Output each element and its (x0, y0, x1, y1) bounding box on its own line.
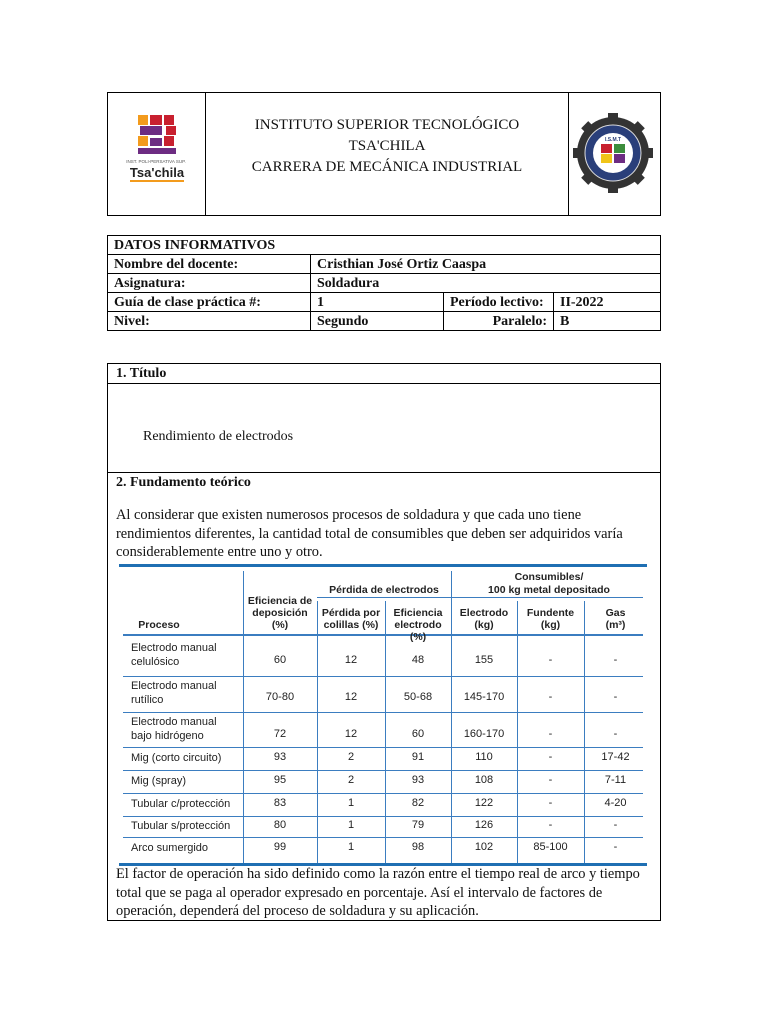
cell-eficiencia: 99 (273, 841, 287, 853)
cell-fundente: - (548, 691, 553, 703)
row-proceso: Arco sumergido (131, 842, 209, 854)
header-electrodo-kg (451, 607, 517, 631)
periodo-label: Período lectivo: (444, 293, 554, 312)
cell-electrodo: 110 (475, 751, 493, 763)
institution-line2: TSA'CHILA (348, 138, 426, 154)
cell-fundente: 85-100 (533, 841, 568, 853)
cell-efic-elec: 93 (411, 774, 425, 786)
cell-electrodo: 108 (474, 774, 494, 786)
cell-gas: 4-20 (604, 797, 627, 809)
cell-gas: 17-42 (601, 751, 630, 763)
cell-perdida: 1 (347, 819, 355, 831)
row-proceso-line2: celulósico (131, 656, 180, 668)
row-proceso-line1: Electrodo manual (131, 716, 217, 728)
cell-efic-elec: 50-68 (403, 691, 433, 703)
divider (108, 383, 660, 384)
table-hline (123, 634, 643, 636)
periodo-value: II-2022 (554, 293, 661, 312)
cell-electrodo: 160-170 (463, 728, 505, 740)
header-gas-line2: (m³) (605, 619, 626, 631)
right-logo-cell (568, 93, 660, 215)
header-efic-elec-line1: Eficiencia (393, 607, 443, 619)
datos-informativos-table (107, 235, 661, 331)
header-proceso: Proceso (138, 619, 180, 631)
cell-eficiencia: 93 (273, 751, 287, 763)
cell-fundente: - (548, 728, 553, 740)
header-eficiencia-line3: (%) (271, 619, 289, 631)
ismt-seal-logo (569, 93, 660, 215)
table-hline (123, 793, 643, 794)
header-perdida-line2: colillas (%) (323, 619, 379, 631)
row-proceso: Mig (spray) (131, 775, 187, 787)
table-hline (451, 597, 643, 598)
svg-text:INST. POLI-PERSATIVA SUP.: INST. POLI-PERSATIVA SUP. (126, 159, 186, 164)
left-logo-cell (108, 93, 206, 215)
cell-fundente: - (548, 654, 553, 666)
header-perdida-electrodos: Pérdida de electrodos (329, 584, 439, 596)
content-box (107, 363, 661, 921)
tsachila-logo (108, 93, 205, 215)
docente-label: Nombre del docente: (108, 255, 311, 274)
cell-perdida: 1 (347, 841, 355, 853)
nivel-label: Nivel: (108, 312, 311, 331)
header-box (107, 92, 661, 216)
cell-gas: - (613, 728, 618, 740)
paralelo-label: Paralelo: (444, 312, 554, 331)
section1-text: Rendimiento de electrodos (143, 429, 294, 444)
cell-gas: - (613, 691, 618, 703)
cell-perdida: 1 (347, 797, 355, 809)
cell-perdida: 12 (344, 654, 358, 666)
cell-eficiencia: 83 (273, 797, 287, 809)
cell-eficiencia: 72 (273, 728, 287, 740)
cell-electrodo: 126 (474, 819, 494, 831)
header-electrodo-line2: (kg) (474, 619, 494, 631)
row-proceso (131, 679, 217, 707)
process-table-figure (119, 564, 647, 866)
row-proceso: Tubular c/protección (131, 798, 231, 810)
cell-perdida: 12 (344, 691, 358, 703)
cell-efic-elec: 48 (411, 654, 425, 666)
asignatura-value: Soldadura (311, 274, 661, 293)
header-eficiencia-line1: Eficiencia de (247, 595, 313, 607)
cell-electrodo: 122 (474, 797, 494, 809)
cell-efic-elec: 98 (411, 841, 425, 853)
cell-perdida: 12 (344, 728, 358, 740)
cell-gas: - (613, 841, 618, 853)
table-hline (123, 676, 643, 677)
header-perdida-colillas (317, 607, 385, 631)
institution-line3: CARRERA DE MECÁNICA INDUSTRIAL (251, 159, 523, 175)
header-eficiencia-line2: deposición (252, 607, 308, 619)
section2-heading: 2. Fundamento teórico (116, 475, 251, 490)
paralelo-value: B (554, 312, 661, 331)
row-proceso (131, 641, 217, 669)
section2-paragraph1: Al considerar que existen numerosos procesos de soldadura y que cada uno tiene rendimientos diferentes, la cantidad total de consumibles que deben ser adquiridos varía considerablemente entre uno y otro. (116, 507, 623, 560)
cell-eficiencia: 95 (273, 774, 287, 786)
header-gas-m3 (584, 607, 647, 631)
header-eficiencia-electrodo (385, 607, 451, 643)
cell-efic-elec: 60 (411, 728, 425, 740)
institution-title (205, 115, 569, 178)
asignatura-label: Asignatura: (108, 274, 311, 293)
table-hline (123, 712, 643, 713)
row-proceso: Tubular s/protección (131, 820, 231, 832)
row-proceso (131, 715, 217, 743)
svg-text:Tsa'chila: Tsa'chila (129, 165, 185, 180)
header-gas-line1: Gas (605, 607, 626, 619)
row-proceso-line1: Electrodo manual (131, 642, 217, 654)
docente-value: Cristhian José Ortiz Caaspa (311, 255, 661, 274)
svg-text:I.S.M.T: I.S.M.T (604, 137, 622, 143)
cell-gas: 7-11 (604, 774, 627, 786)
table-hline (123, 816, 643, 817)
nivel-value: Segundo (311, 312, 444, 331)
cell-electrodo: 102 (474, 841, 494, 853)
row-proceso-line1: Electrodo manual (131, 680, 217, 692)
header-fundente-kg (517, 607, 584, 631)
table-hline (123, 837, 643, 838)
cell-perdida: 2 (347, 751, 355, 763)
cell-eficiencia: 70-80 (265, 691, 295, 703)
cell-gas: - (613, 819, 618, 831)
cell-efic-elec: 91 (411, 751, 425, 763)
cell-gas: - (613, 654, 618, 666)
guia-value: 1 (311, 293, 444, 312)
cell-electrodo: 155 (474, 654, 494, 666)
cell-perdida: 2 (347, 774, 355, 786)
table-hline (123, 747, 643, 748)
cell-efic-elec: 82 (411, 797, 425, 809)
table-hline (317, 597, 451, 598)
header-fundente-line2: (kg) (540, 619, 561, 631)
section1-heading: 1. Título (116, 366, 167, 381)
cell-eficiencia: 80 (273, 819, 287, 831)
row-proceso: Mig (corto circuito) (131, 752, 222, 764)
cell-eficiencia: 60 (273, 654, 287, 666)
cell-efic-elec: 79 (411, 819, 425, 831)
header-efic-elec-line2: electrodo (%) (394, 619, 442, 643)
guia-label: Guía de clase práctica #: (108, 293, 311, 312)
header-electrodo-line1: Electrodo (459, 607, 509, 619)
section2-paragraph2: El factor de operación ha sido definido como la razón entre el tiempo real de arco y tiempo total que se paga al operador expresado en porcentaje. Así el intervalo de factores de operación, dependerá del proceso de soldadura y su aplicación. (116, 866, 640, 919)
cell-fundente: - (548, 797, 553, 809)
header-consumibles-1: Consumibles/ (514, 571, 584, 583)
datos-title: DATOS INFORMATIVOS (108, 236, 661, 255)
row-proceso-line2: rutílico (131, 694, 164, 706)
header-fundente-line1: Fundente (526, 607, 575, 619)
row-proceso-line2: bajo hidrógeno (131, 730, 204, 742)
header-consumibles-2: 100 kg metal depositado (488, 584, 610, 596)
table-hline (123, 770, 643, 771)
cell-fundente: - (548, 774, 553, 786)
header-perdida-line1: Pérdida por (321, 607, 381, 619)
cell-fundente: - (548, 819, 553, 831)
cell-fundente: - (548, 751, 553, 763)
divider (108, 472, 660, 473)
cell-electrodo: 145-170 (463, 691, 505, 703)
header-eficiencia-deposicion (243, 595, 317, 631)
institution-line1: INSTITUTO SUPERIOR TECNOLÓGICO (254, 117, 520, 133)
